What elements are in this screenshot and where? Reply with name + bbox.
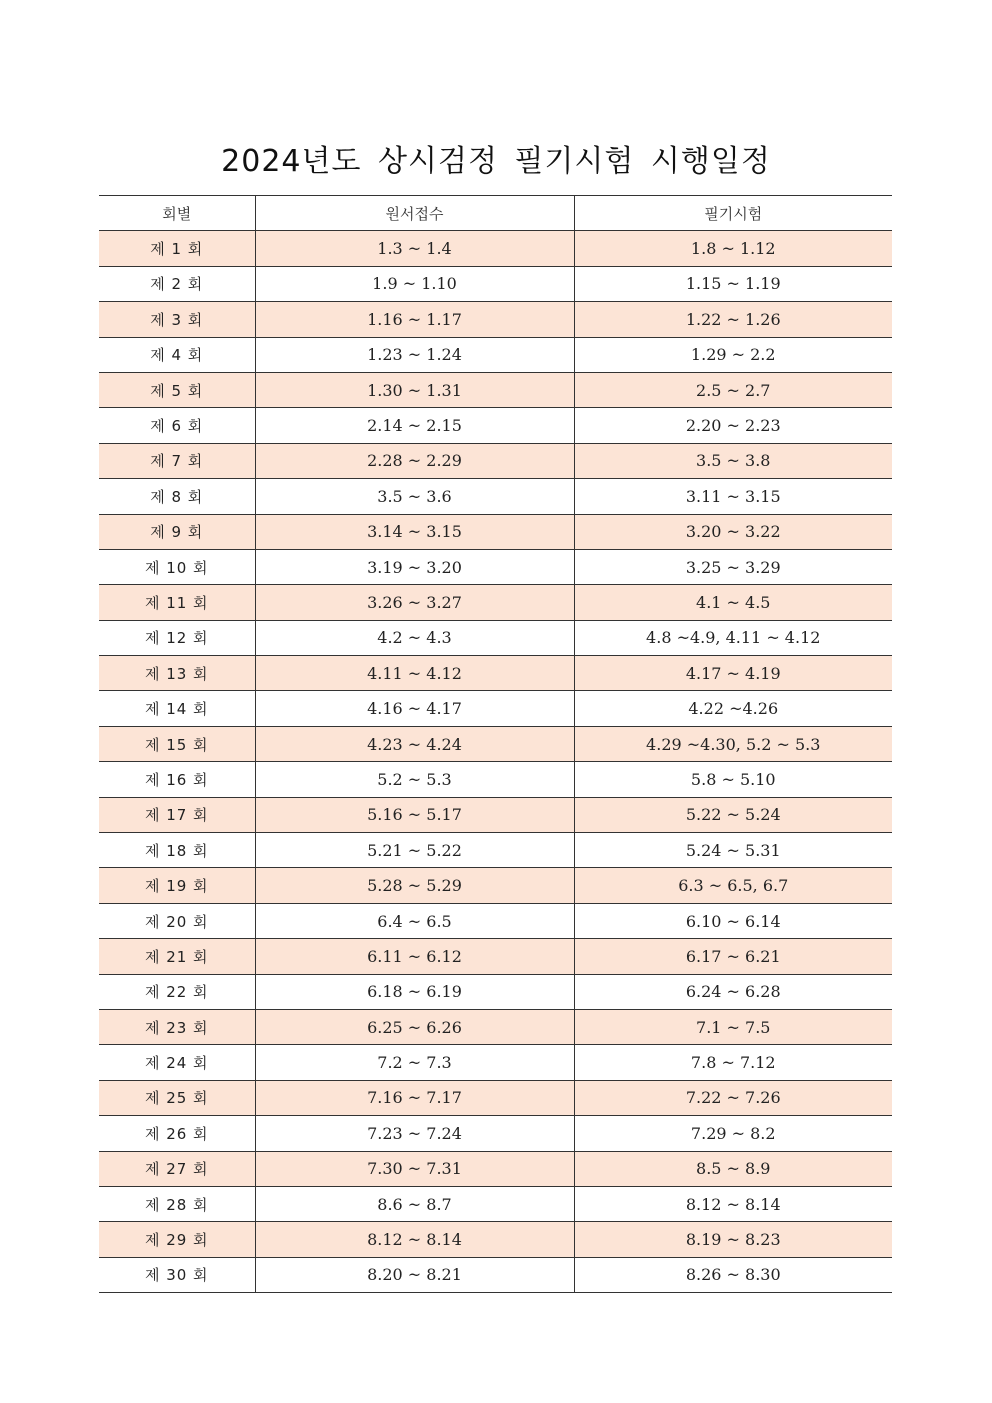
table-row (99, 1045, 892, 1080)
table-row (99, 726, 892, 761)
round-cell: 제 3 회 (99, 302, 255, 337)
round-cell: 제 6 회 (99, 408, 255, 443)
exam-cell: 4.1 ~ 4.5 (574, 585, 892, 620)
round-cell: 제 19 회 (99, 868, 255, 903)
table-row (99, 939, 892, 974)
exam-cell: 4.22 ~4.26 (574, 691, 892, 726)
application-cell: 1.9 ~ 1.10 (255, 266, 574, 301)
round-cell: 제 15 회 (99, 726, 255, 761)
header-application: 원서접수 (255, 196, 574, 231)
exam-cell: 3.11 ~ 3.15 (574, 479, 892, 514)
exam-cell: 1.8 ~ 1.12 (574, 231, 892, 266)
round-cell: 제 21 회 (99, 939, 255, 974)
exam-cell: 6.24 ~ 6.28 (574, 974, 892, 1009)
application-cell: 5.16 ~ 5.17 (255, 797, 574, 832)
exam-cell: 2.5 ~ 2.7 (574, 372, 892, 407)
table-row (99, 479, 892, 514)
exam-cell: 3.20 ~ 3.22 (574, 514, 892, 549)
exam-cell: 7.8 ~ 7.12 (574, 1045, 892, 1080)
application-cell: 8.20 ~ 8.21 (255, 1257, 574, 1292)
application-cell: 4.16 ~ 4.17 (255, 691, 574, 726)
application-cell: 7.23 ~ 7.24 (255, 1116, 574, 1151)
table-row (99, 514, 892, 549)
table-row (99, 762, 892, 797)
application-cell: 7.30 ~ 7.31 (255, 1151, 574, 1186)
table-row (99, 443, 892, 478)
exam-cell: 4.8 ~4.9, 4.11 ~ 4.12 (574, 620, 892, 655)
exam-cell: 7.1 ~ 7.5 (574, 1009, 892, 1044)
exam-cell: 6.17 ~ 6.21 (574, 939, 892, 974)
table-row (99, 408, 892, 443)
round-cell: 제 7 회 (99, 443, 255, 478)
application-cell: 7.16 ~ 7.17 (255, 1080, 574, 1115)
application-cell: 3.5 ~ 3.6 (255, 479, 574, 514)
table-row (99, 549, 892, 584)
application-cell: 4.2 ~ 4.3 (255, 620, 574, 655)
exam-cell: 1.15 ~ 1.19 (574, 266, 892, 301)
table-row (99, 585, 892, 620)
application-cell: 1.30 ~ 1.31 (255, 372, 574, 407)
schedule-body (99, 231, 892, 1293)
table-row (99, 620, 892, 655)
round-cell: 제 2 회 (99, 266, 255, 301)
round-cell: 제 8 회 (99, 479, 255, 514)
application-cell: 5.2 ~ 5.3 (255, 762, 574, 797)
table-row (99, 1257, 892, 1292)
round-cell: 제 30 회 (99, 1257, 255, 1292)
round-cell: 제 13 회 (99, 656, 255, 691)
exam-cell: 5.8 ~ 5.10 (574, 762, 892, 797)
application-cell: 2.14 ~ 2.15 (255, 408, 574, 443)
exam-cell: 1.29 ~ 2.2 (574, 337, 892, 372)
application-cell: 6.18 ~ 6.19 (255, 974, 574, 1009)
round-cell: 제 22 회 (99, 974, 255, 1009)
exam-cell: 4.17 ~ 4.19 (574, 656, 892, 691)
round-cell: 제 1 회 (99, 231, 255, 266)
exam-cell: 7.29 ~ 8.2 (574, 1116, 892, 1151)
round-cell: 제 9 회 (99, 514, 255, 549)
table-row (99, 974, 892, 1009)
round-cell: 제 29 회 (99, 1222, 255, 1257)
round-cell: 제 12 회 (99, 620, 255, 655)
exam-cell: 7.22 ~ 7.26 (574, 1080, 892, 1115)
application-cell: 1.3 ~ 1.4 (255, 231, 574, 266)
table-row (99, 656, 892, 691)
round-cell: 제 10 회 (99, 549, 255, 584)
round-cell: 제 5 회 (99, 372, 255, 407)
table-row (99, 833, 892, 868)
schedule-table (99, 195, 892, 1293)
round-cell: 제 27 회 (99, 1151, 255, 1186)
table-row (99, 372, 892, 407)
application-cell: 6.25 ~ 6.26 (255, 1009, 574, 1044)
header-round: 회별 (99, 196, 255, 231)
application-cell: 3.26 ~ 3.27 (255, 585, 574, 620)
exam-cell: 5.22 ~ 5.24 (574, 797, 892, 832)
exam-cell: 3.5 ~ 3.8 (574, 443, 892, 478)
application-cell: 4.23 ~ 4.24 (255, 726, 574, 761)
round-cell: 제 25 회 (99, 1080, 255, 1115)
exam-cell: 5.24 ~ 5.31 (574, 833, 892, 868)
exam-cell: 8.5 ~ 8.9 (574, 1151, 892, 1186)
application-cell: 6.4 ~ 6.5 (255, 903, 574, 938)
table-row (99, 1009, 892, 1044)
application-cell: 7.2 ~ 7.3 (255, 1045, 574, 1080)
page-title: 2024년도 상시검정 필기시험 시행일정 (221, 144, 771, 179)
table-row (99, 903, 892, 938)
exam-cell: 8.26 ~ 8.30 (574, 1257, 892, 1292)
application-cell: 5.28 ~ 5.29 (255, 868, 574, 903)
table-row (99, 1116, 892, 1151)
table-row (99, 691, 892, 726)
exam-cell: 2.20 ~ 2.23 (574, 408, 892, 443)
round-cell: 제 20 회 (99, 903, 255, 938)
application-cell: 5.21 ~ 5.22 (255, 833, 574, 868)
table-row (99, 337, 892, 372)
exam-cell: 8.12 ~ 8.14 (574, 1186, 892, 1221)
round-cell: 제 4 회 (99, 337, 255, 372)
application-cell: 1.16 ~ 1.17 (255, 302, 574, 337)
application-cell: 2.28 ~ 2.29 (255, 443, 574, 478)
application-cell: 1.23 ~ 1.24 (255, 337, 574, 372)
table-row (99, 266, 892, 301)
round-cell: 제 11 회 (99, 585, 255, 620)
table-row (99, 1222, 892, 1257)
exam-cell: 3.25 ~ 3.29 (574, 549, 892, 584)
table-header-row (99, 196, 892, 231)
exam-cell: 4.29 ~4.30, 5.2 ~ 5.3 (574, 726, 892, 761)
round-cell: 제 17 회 (99, 797, 255, 832)
application-cell: 8.6 ~ 8.7 (255, 1186, 574, 1221)
round-cell: 제 16 회 (99, 762, 255, 797)
round-cell: 제 23 회 (99, 1009, 255, 1044)
application-cell: 3.19 ~ 3.20 (255, 549, 574, 584)
table-row (99, 868, 892, 903)
exam-cell: 6.10 ~ 6.14 (574, 903, 892, 938)
table-row (99, 1080, 892, 1115)
exam-cell: 8.19 ~ 8.23 (574, 1222, 892, 1257)
application-cell: 3.14 ~ 3.15 (255, 514, 574, 549)
application-cell: 4.11 ~ 4.12 (255, 656, 574, 691)
round-cell: 제 18 회 (99, 833, 255, 868)
application-cell: 8.12 ~ 8.14 (255, 1222, 574, 1257)
table-row (99, 797, 892, 832)
round-cell: 제 28 회 (99, 1186, 255, 1221)
table-row (99, 231, 892, 266)
exam-cell: 6.3 ~ 6.5, 6.7 (574, 868, 892, 903)
exam-cell: 1.22 ~ 1.26 (574, 302, 892, 337)
round-cell: 제 24 회 (99, 1045, 255, 1080)
header-exam: 필기시험 (574, 196, 892, 231)
round-cell: 제 26 회 (99, 1116, 255, 1151)
round-cell: 제 14 회 (99, 691, 255, 726)
table-row (99, 1151, 892, 1186)
table-row (99, 302, 892, 337)
application-cell: 6.11 ~ 6.12 (255, 939, 574, 974)
table-row (99, 1186, 892, 1221)
